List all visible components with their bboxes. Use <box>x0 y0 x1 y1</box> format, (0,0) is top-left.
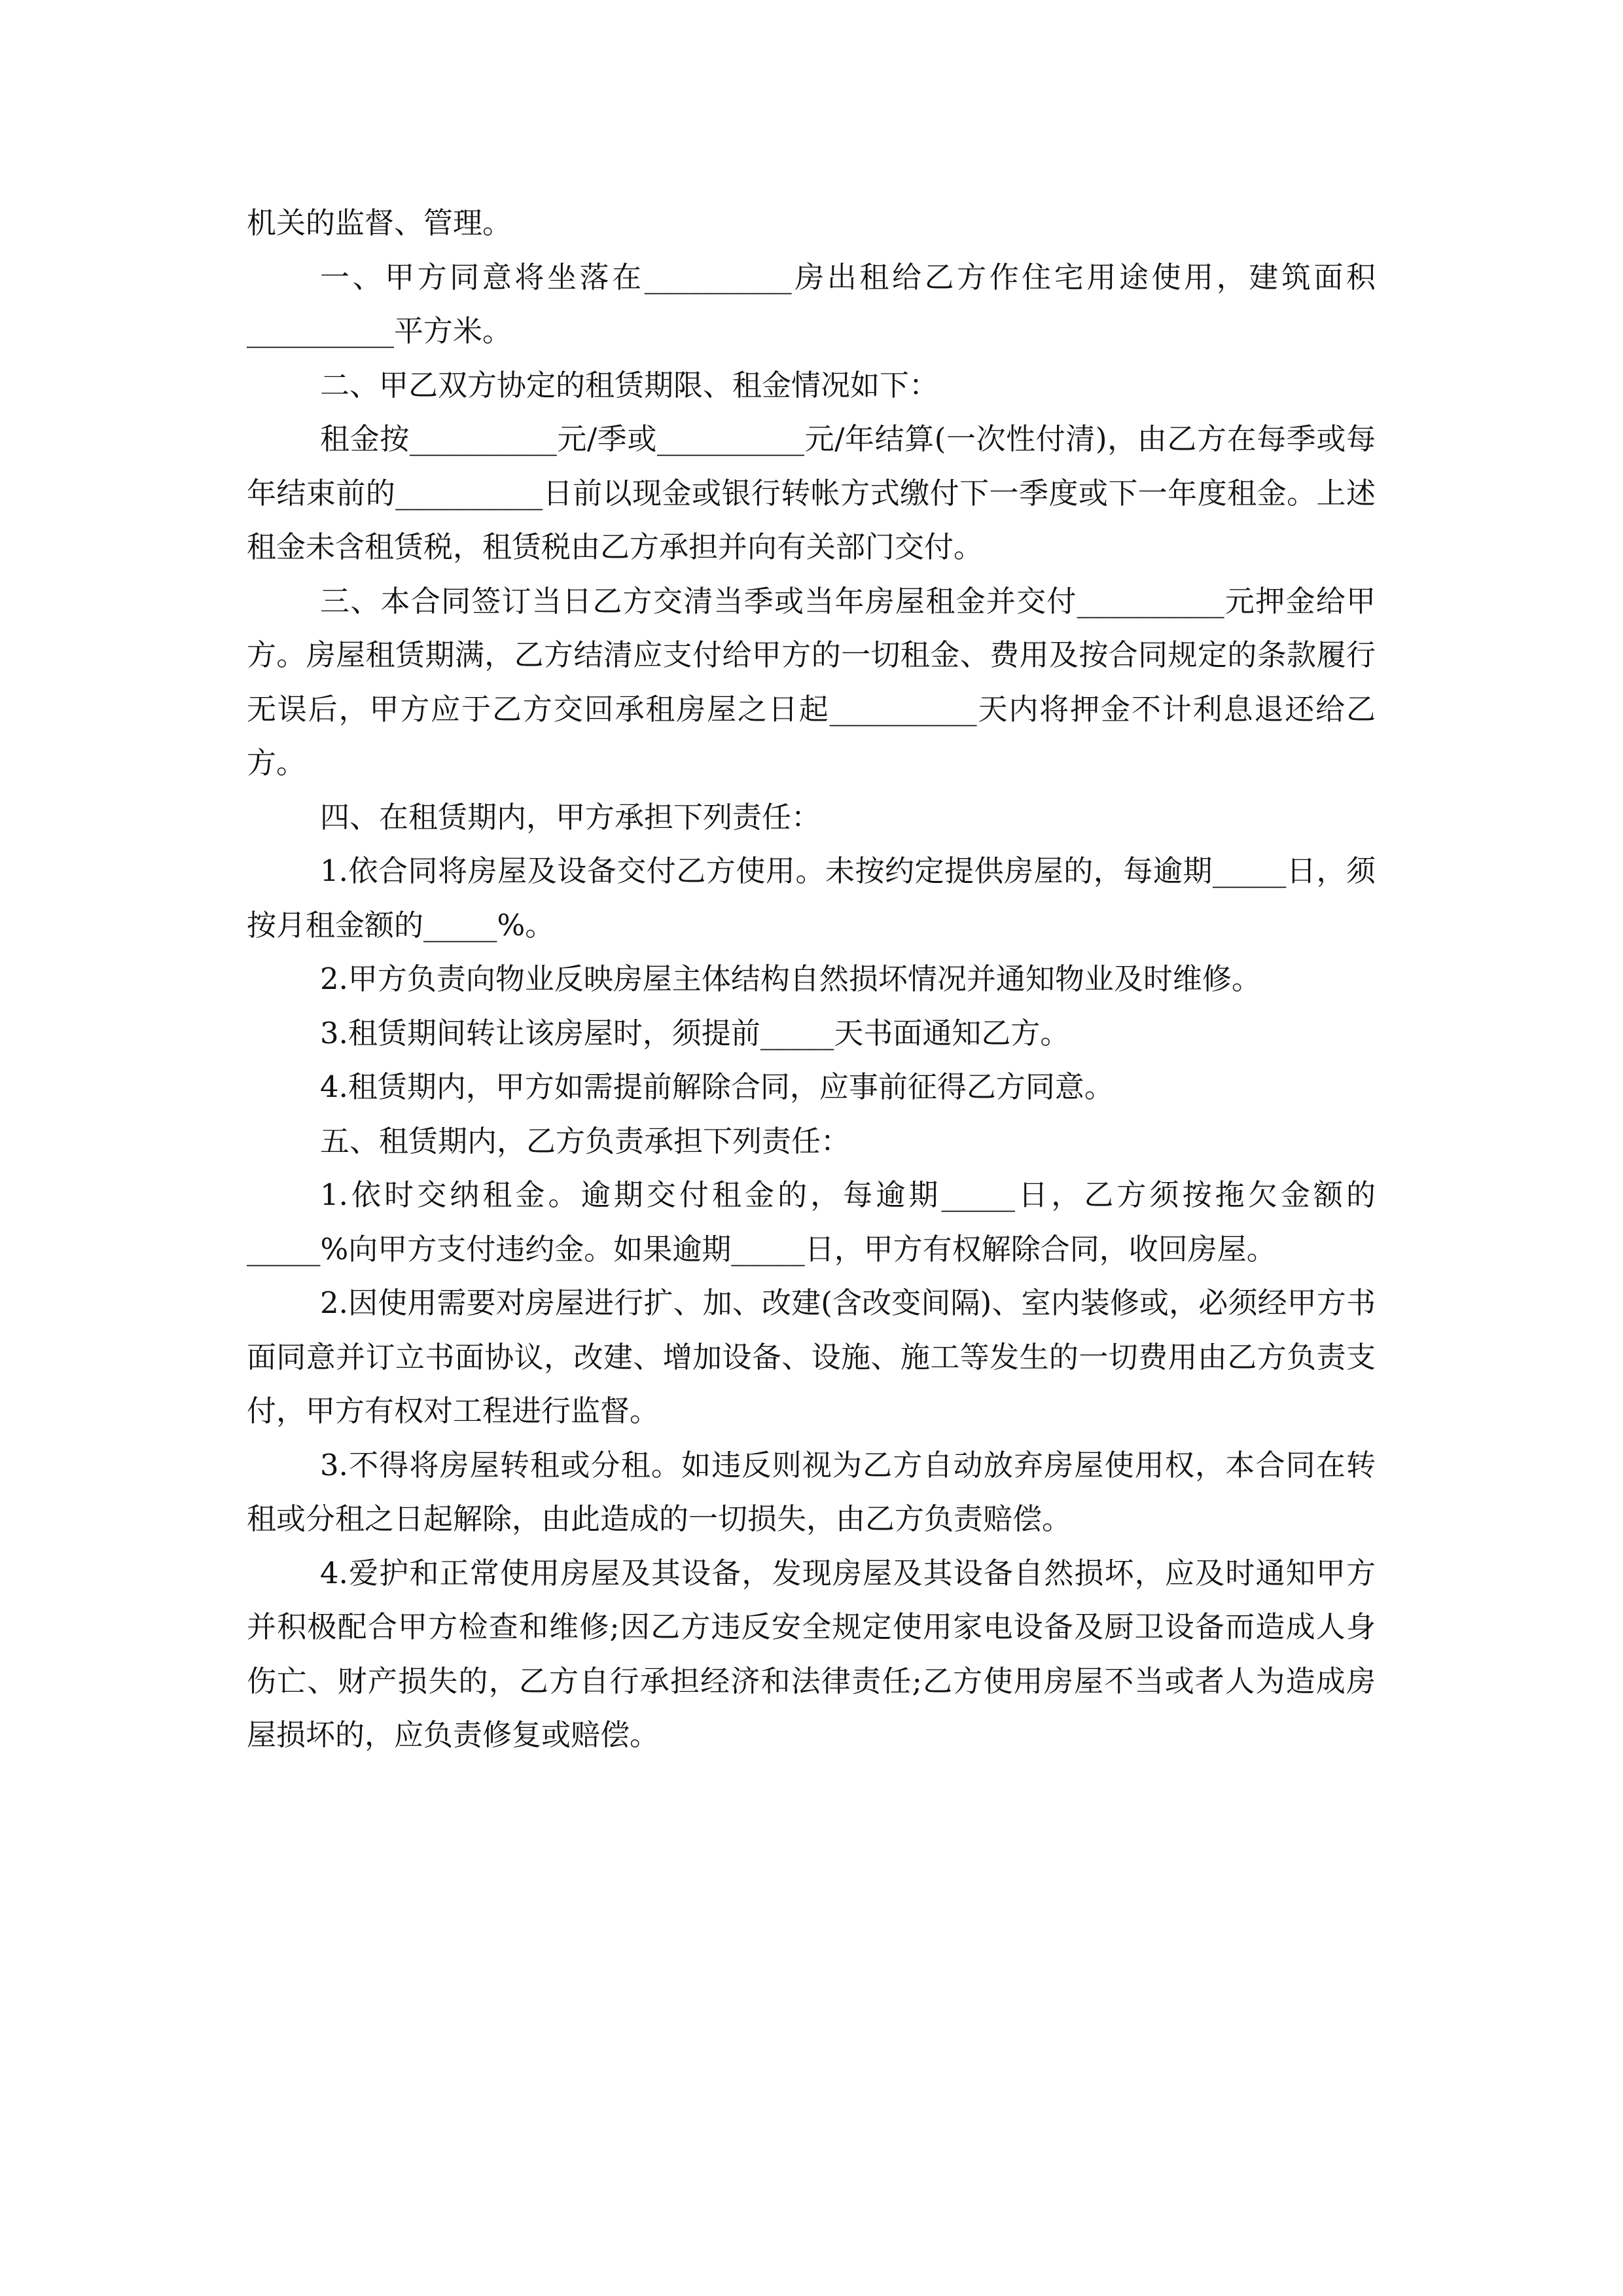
paragraph-4: 租金按__________元/季或__________元/年结算(一次性付清)，由乙方在每季或每年结束前的__________日前以现金或银行转帐方式缴付下一季度或下一年度租金。上述租金未含租赁税，租赁税由乙方承担并向有关部门交付。 <box>247 422 1376 564</box>
paragraph-5: 三、本合同签订当日乙方交清当季或当年房屋租金并交付__________元押金给甲方。房屋租赁期满，乙方结清应支付给甲方的一切租金、费用及按合同规定的条款履行无误后，甲方应于乙方交回承租房屋之日起__________天内将押金不计利息退还给乙方。 <box>247 583 1376 780</box>
paragraph-3: 二、甲乙双方协定的租赁期限、租金情况如下： <box>320 367 939 403</box>
paragraph-14: 3.不得将房屋转租或分租。如违反则视为乙方自动放弃房屋使用权，本合同在转租或分租之日起解除，由此造成的一切损失，由乙方负责赔偿。 <box>247 1447 1376 1536</box>
paragraph-10: 4.租赁期内，甲方如需提前解除合同，应事前征得乙方同意。 <box>320 1069 1114 1104</box>
paragraph-1: 机关的监督、管理。 <box>247 206 512 240</box>
paragraph-12: 1.依时交纳租金。逾期交付租金的，每逾期_____日，乙方须按拖欠金额的_____%向甲方支付违约金。如果逾期_____日，甲方有权解除合同，收回房屋。 <box>247 1177 1376 1266</box>
document-body <box>247 196 1376 1763</box>
paragraph-8: 2.甲方负责向物业反映房屋主体结构自然损坏情况并通知物业及时维修。 <box>320 961 1261 996</box>
paragraph-6: 四、在租赁期内，甲方承担下列责任： <box>320 799 821 834</box>
paragraph-11: 五、租赁期内，乙方负责承担下列责任： <box>320 1123 851 1158</box>
paragraph-2: 一、甲方同意将坐落在__________房出租给乙方作住宅用途使用，建筑面积__________平方米。 <box>247 259 1376 348</box>
paragraph-13: 2.因使用需要对房屋进行扩、加、改建(含改变间隔)、室内装修或，必须经甲方书面同意并订立书面协议，改建、增加设备、设施、施工等发生的一切费用由乙方负责支付，甲方有权对工程进行监督。 <box>247 1285 1376 1428</box>
paragraph-9: 3.租赁期间转让该房屋时，须提前_____天书面通知乙方。 <box>320 1015 1070 1050</box>
paragraph-7: 1.依合同将房屋及设备交付乙方使用。未按约定提供房屋的，每逾期_____日，须按月租金额的_____%。 <box>247 853 1376 942</box>
paragraph-15: 4.爱护和正常使用房屋及其设备，发现房屋及其设备自然损坏，应及时通知甲方并积极配合甲方检查和维修;因乙方违反安全规定使用家电设备及厨卫设备而造成人身伤亡、财产损失的，乙方自行承担经济和法律责任;乙方使用房屋不当或者人为造成房屋损坏的，应负责修复或赔偿。 <box>247 1555 1376 1752</box>
